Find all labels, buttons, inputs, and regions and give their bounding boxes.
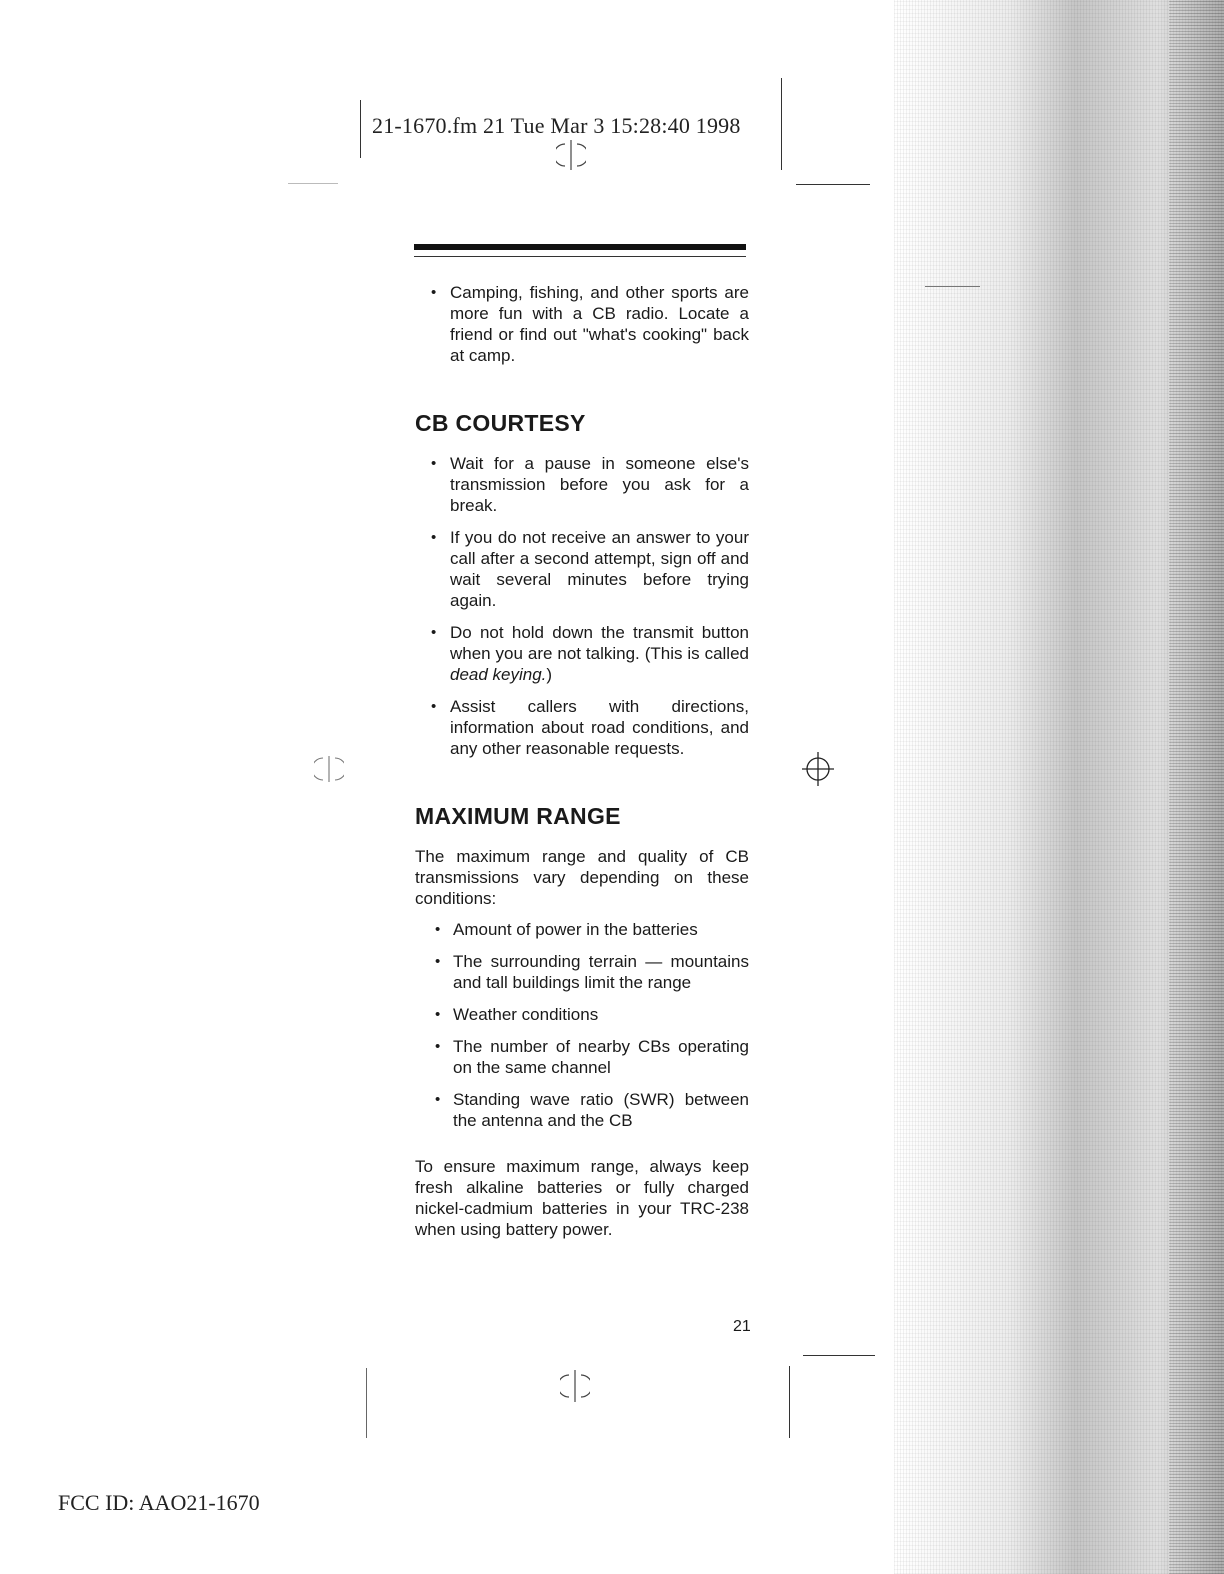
list-item: • Camping, fishing, and other sports are more fun with a CB radio. Locate a friend or find out "what's cooking" back at camp. bbox=[415, 282, 749, 366]
maximum-range-intro: The maximum range and quality of CB transmissions vary depending on these conditions: bbox=[415, 847, 749, 908]
maximum-range-closing: To ensure maximum range, always keep fresh alkaline batteries or fully charged nickel-cadmium batteries in your TRC-238 when using battery power. bbox=[415, 1157, 749, 1239]
range-conditions-list bbox=[415, 919, 749, 1131]
crop-mark-top-right-h bbox=[796, 184, 870, 185]
list-item: • The surrounding terrain — mountains and tall buildings limit the range bbox=[415, 951, 749, 993]
page-number: 21 bbox=[733, 1318, 751, 1335]
cb-courtesy-list bbox=[415, 453, 749, 759]
registration-mark-left-icon bbox=[314, 752, 344, 786]
maximum-range-heading: MAXIMUM RANGE bbox=[415, 803, 621, 829]
crop-mark-top-right bbox=[781, 78, 782, 170]
list-item: • Wait for a pause in someone else's transmission before you ask for a break. bbox=[415, 453, 749, 516]
list-item-dead-keying bbox=[415, 622, 749, 685]
registration-mark-top-icon bbox=[556, 138, 586, 172]
dead-keying-term: dead keying. bbox=[450, 665, 547, 684]
section-top-bar bbox=[414, 244, 746, 250]
list-item: • Weather conditions bbox=[415, 1004, 749, 1025]
crop-mark-top-left bbox=[360, 100, 361, 158]
crop-mark-bottom-right bbox=[789, 1366, 790, 1438]
list-item: • Standing wave ratio (SWR) between the antenna and the CB bbox=[415, 1089, 749, 1131]
registration-mark-bottom-icon bbox=[560, 1368, 590, 1404]
crop-mark-right-h2 bbox=[925, 286, 980, 287]
list-item: • Assist callers with directions, information about road conditions, and any other reasonable requests. bbox=[415, 696, 749, 759]
list-item: • Amount of power in the batteries bbox=[415, 919, 749, 940]
list-item: • If you do not receive an answer to your call after a second attempt, sign off and wait several minutes before trying again. bbox=[415, 527, 749, 611]
file-header-line: 21-1670.fm 21 Tue Mar 3 15:28:40 1998 bbox=[372, 113, 741, 138]
dead-keying-close: ) bbox=[546, 665, 553, 684]
scan-noise-strip bbox=[1169, 0, 1224, 1574]
page-content bbox=[415, 282, 749, 1240]
cb-courtesy-heading: CB COURTESY bbox=[415, 410, 586, 436]
list-item: • The number of nearby CBs operating on the same channel bbox=[415, 1036, 749, 1078]
intro-bullet-list bbox=[415, 282, 749, 366]
crop-mark-bottom-left bbox=[366, 1368, 367, 1438]
section-top-rule bbox=[414, 256, 746, 257]
dead-keying-text: Do not hold down the transmit button when you are not talking. (This is called bbox=[450, 623, 749, 663]
registration-mark-right-icon bbox=[800, 750, 836, 788]
crop-mark-bottom-right-h bbox=[803, 1355, 875, 1356]
crop-mark-header-dash bbox=[288, 183, 338, 184]
fcc-id-label: FCC ID: AAO21-1670 bbox=[58, 1490, 260, 1515]
